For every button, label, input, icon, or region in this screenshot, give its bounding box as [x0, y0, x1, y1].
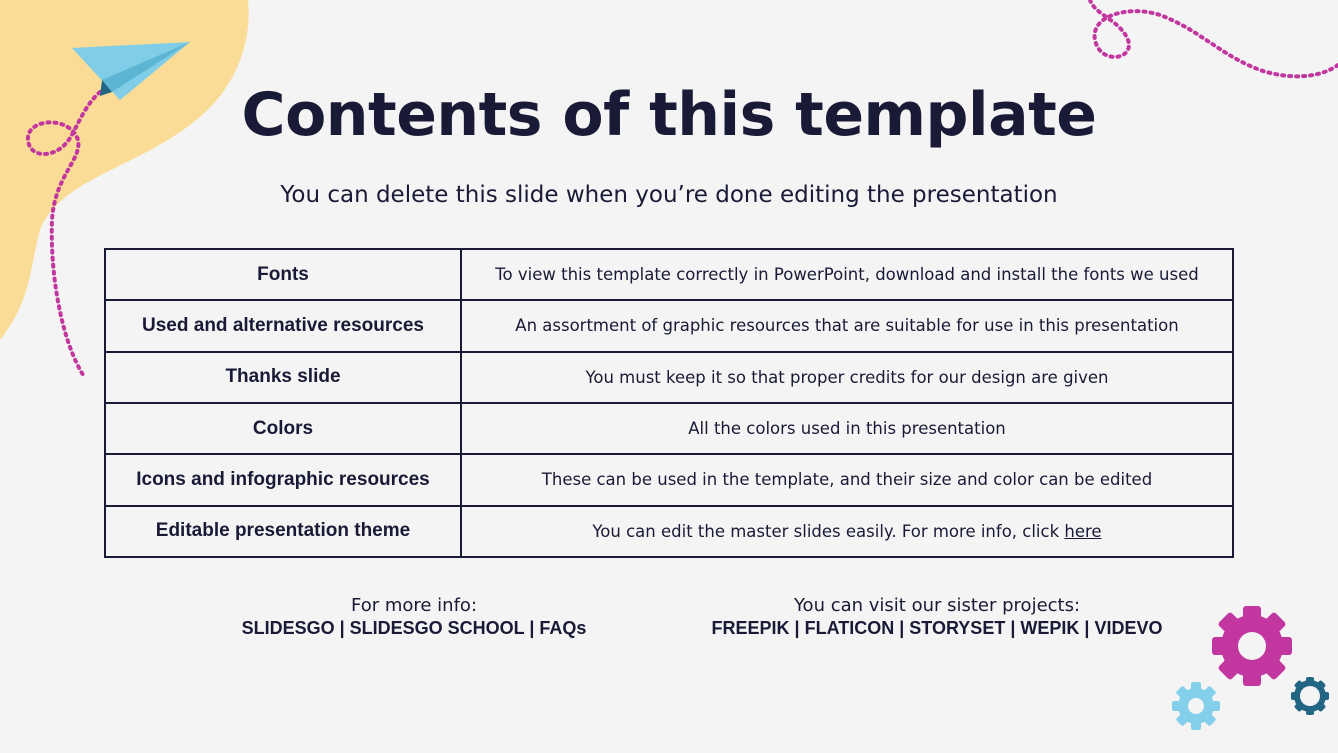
link-flaticon[interactable]: FLATICON — [804, 618, 895, 638]
footer-sister-projects-heading: You can visit our sister projects: — [793, 595, 1081, 616]
link-separator: | — [894, 618, 910, 638]
row-description-text: You can edit the master slides easily. For more info, click — [592, 521, 1065, 541]
table-row — [105, 454, 1233, 505]
link-separator: | — [1079, 618, 1095, 638]
footer-more-info — [214, 594, 614, 640]
ring-gear-icon — [1291, 677, 1329, 715]
row-description: An assortment of graphic resources that are suitable for use in this presentation — [461, 300, 1233, 351]
link-separator: | — [1005, 618, 1021, 638]
footer-more-info-links — [214, 617, 614, 640]
table-row — [105, 506, 1233, 557]
link-slidesgo-school[interactable]: SLIDESGO SCHOOL — [349, 618, 525, 638]
table-row — [105, 300, 1233, 351]
top-right-dotted-line — [1090, 0, 1338, 76]
page-title: Contents of this template — [241, 80, 1097, 150]
gear-icon — [1172, 682, 1220, 730]
here-link[interactable]: here — [1064, 521, 1102, 541]
row-description: You must keep it so that proper credits for our design are given — [461, 352, 1233, 403]
row-label: Fonts — [105, 249, 461, 300]
link-separator: | — [789, 618, 805, 638]
row-label: Thanks slide — [105, 352, 461, 403]
row-label: Icons and infographic resources — [105, 454, 461, 505]
row-description: All the colors used in this presentation — [461, 403, 1233, 454]
footer-more-info-heading: For more info: — [350, 595, 478, 616]
link-wepik[interactable]: WEPIK — [1020, 618, 1080, 638]
gear-icon — [1212, 606, 1292, 686]
row-label: Editable presentation theme — [105, 506, 461, 557]
link-separator: | — [334, 618, 350, 638]
link-videvo[interactable]: VIDEVO — [1094, 618, 1163, 638]
table-row — [105, 403, 1233, 454]
row-description — [461, 506, 1233, 557]
link-separator: | — [524, 618, 540, 638]
row-description: To view this template correctly in PowerPoint, download and install the fonts we used — [461, 249, 1233, 300]
table-row — [105, 249, 1233, 300]
row-description: These can be used in the template, and their size and color can be edited — [461, 454, 1233, 505]
link-freepik[interactable]: FREEPIK — [711, 618, 790, 638]
row-label: Used and alternative resources — [105, 300, 461, 351]
row-label: Colors — [105, 403, 461, 454]
footer-sister-projects — [667, 594, 1207, 640]
link-storyset[interactable]: STORYSET — [909, 618, 1006, 638]
page-subtitle: You can delete this slide when you’re done editing the presentation — [280, 182, 1058, 208]
contents-table — [104, 248, 1234, 558]
link-faqs[interactable]: FAQs — [539, 618, 587, 638]
table-row — [105, 352, 1233, 403]
footer-sister-projects-links — [667, 617, 1207, 640]
link-slidesgo[interactable]: SLIDESGO — [241, 618, 335, 638]
